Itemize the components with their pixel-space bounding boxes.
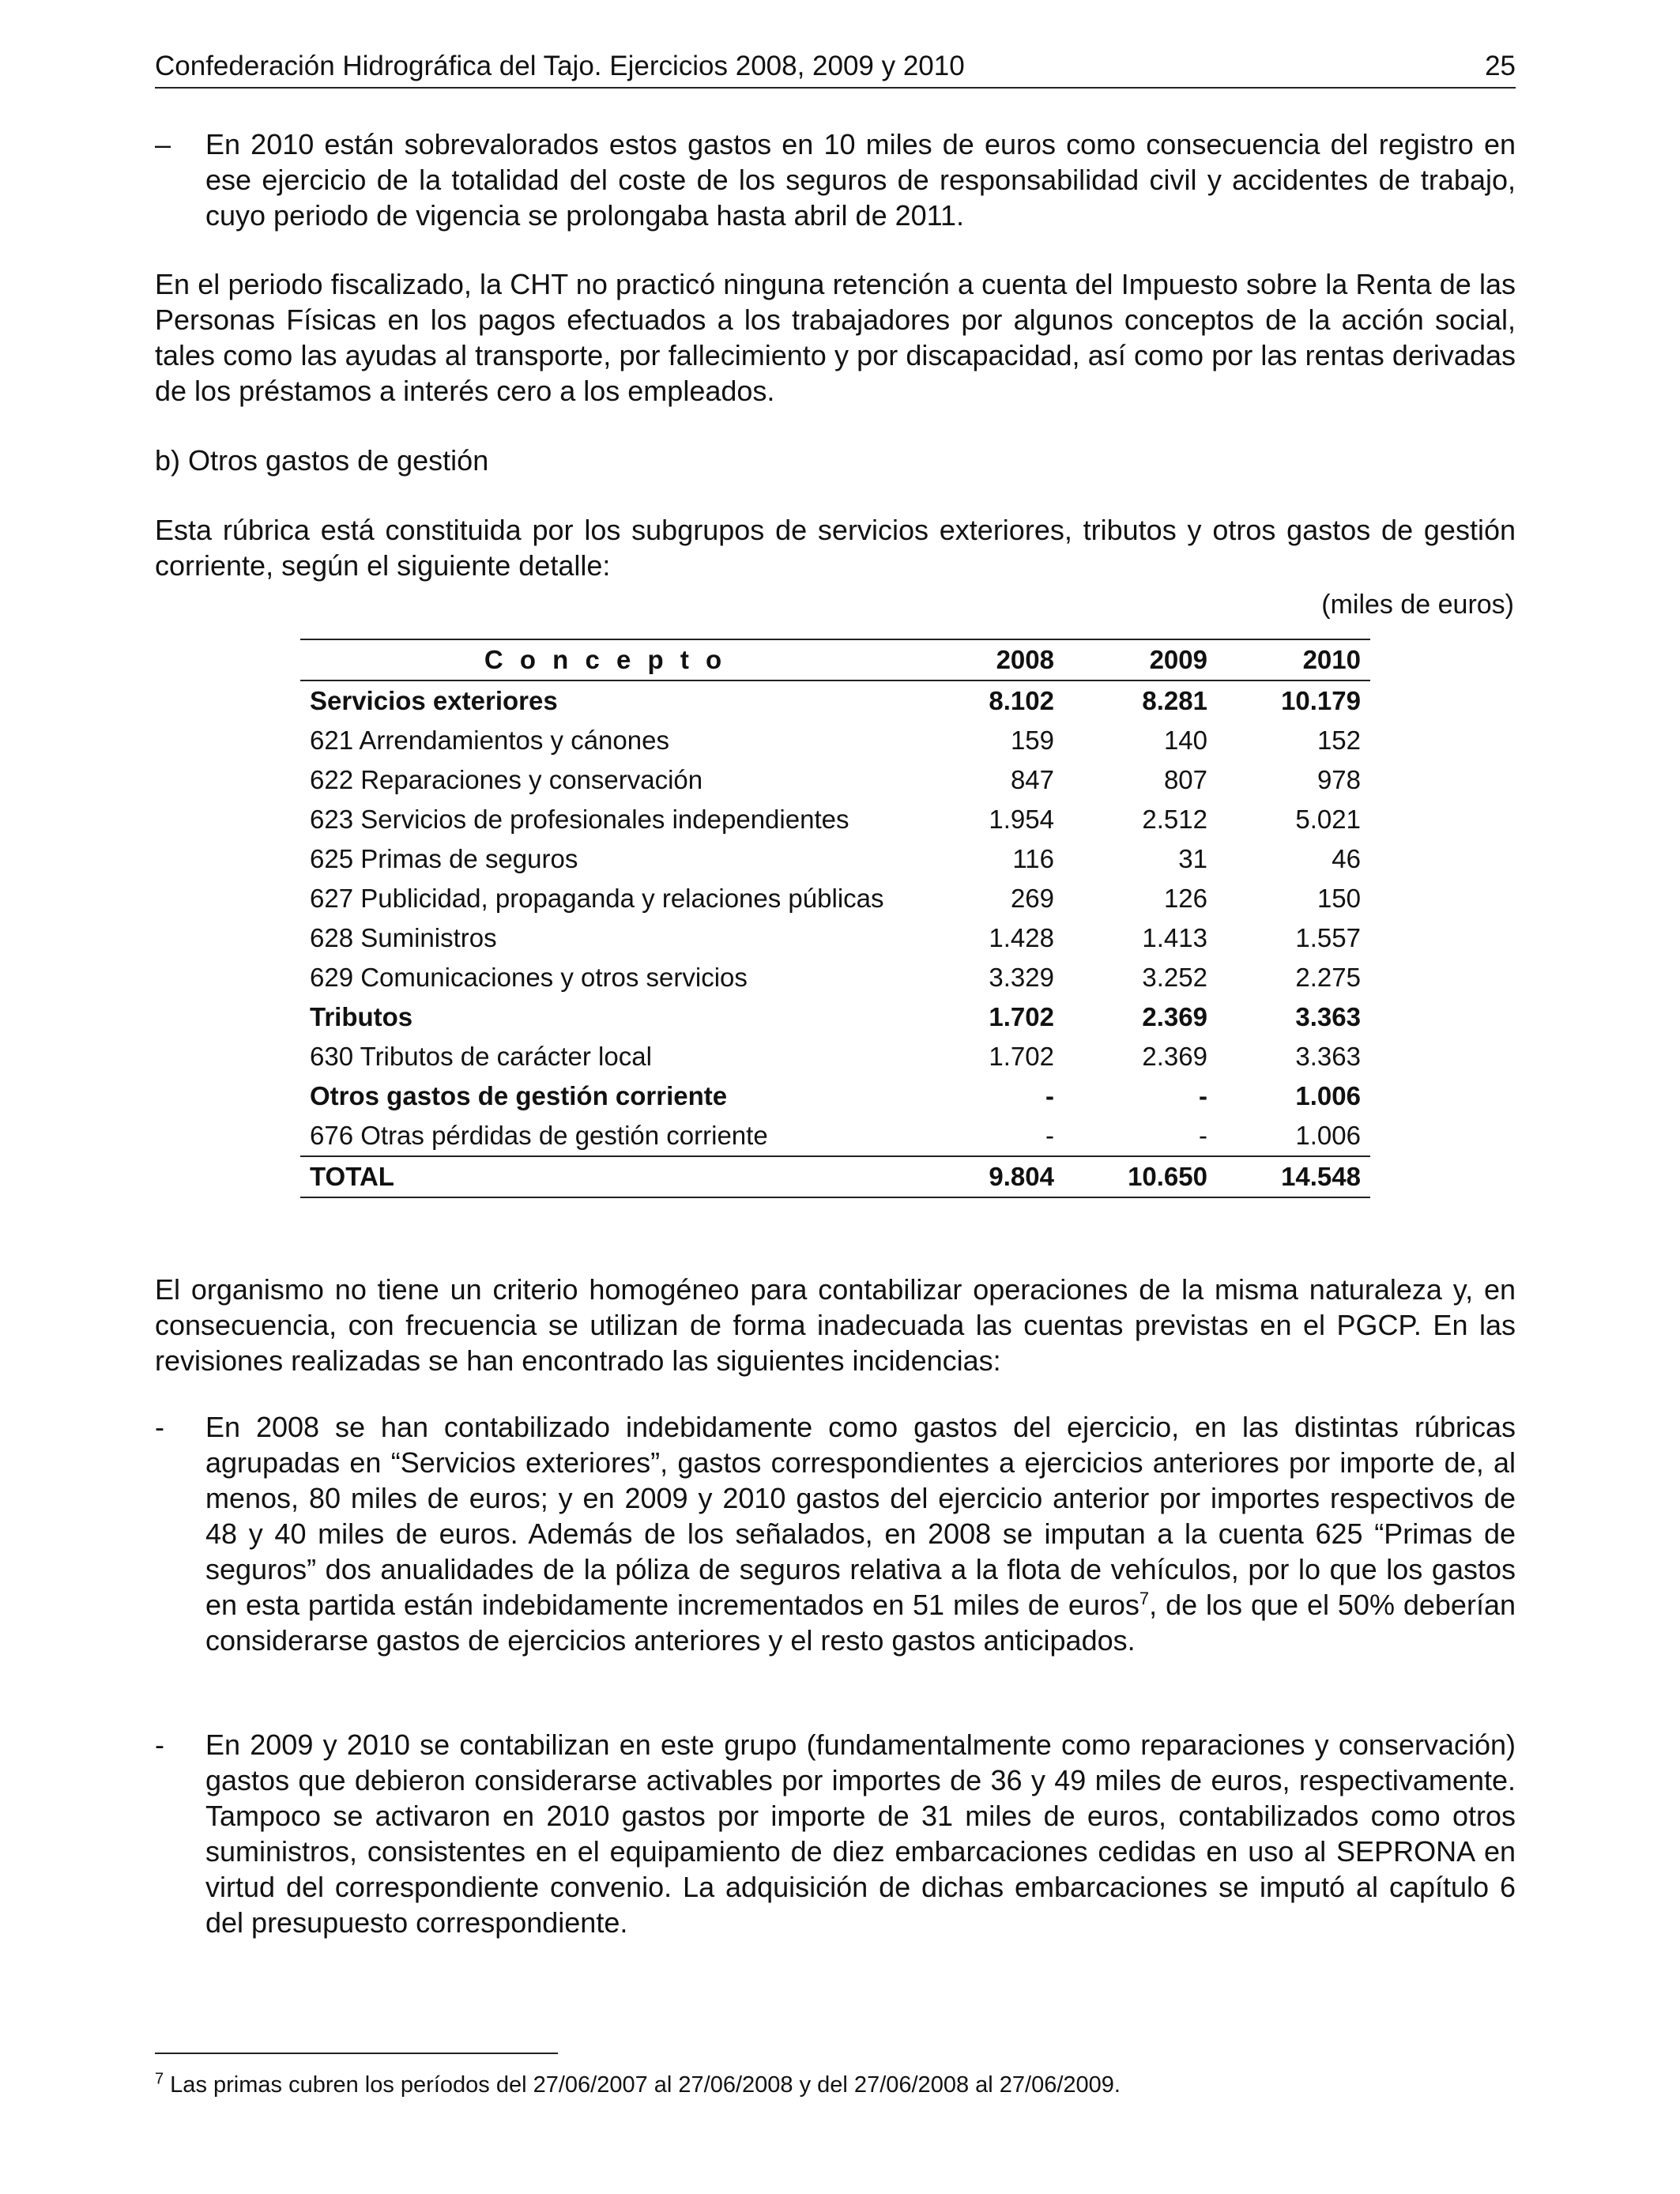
- cell-2009: 140: [1163, 726, 1207, 755]
- paragraph-rubrica: Esta rúbrica está constituida por los subgrupos de servicios exteriores, tributos y otros gastos de gestión corriente, según el siguiente detalle:: [155, 514, 1516, 582]
- row-label: 676 Otras pérdidas de gestión corriente: [310, 1121, 768, 1150]
- cell-2010: 2.275: [1295, 963, 1361, 992]
- row-label: 623 Servicios de profesionales independientes: [310, 805, 849, 834]
- row-label: 621 Arrendamientos y cánones: [310, 726, 669, 755]
- row-label: 627 Publicidad, propaganda y relaciones públicas: [310, 884, 884, 913]
- table-row: [300, 760, 1370, 800]
- cell-2008: -: [1045, 1081, 1054, 1110]
- table-row: [300, 879, 1370, 918]
- header-2009: 2009: [1064, 639, 1217, 680]
- bullet-2009-text: En 2009 y 2010 se contabilizan en este grupo (fundamentalmente como reparaciones y conservación) gastos que debieron considerarse activables por importes de 36 y 49 miles de euros, respectivamente. Tampoco se activaron en 2010 gastos por importe de 31 miles de euros, contabilizados como otros suministros, consistentes en el equipamiento de diez embarcaciones cedidas en uso al SEPRONA en virtud del correspondiente convenio. La adquisición de dichas embarcaciones se imputó al capítulo 6 del presupuesto correspondiente.: [205, 1728, 1516, 1939]
- header-2008: 2008: [910, 639, 1064, 680]
- cell-2008: 9.804: [910, 1156, 1064, 1197]
- cell-2009: -: [1199, 1121, 1207, 1150]
- table-row: [300, 1116, 1370, 1156]
- cell-2008: 159: [1010, 726, 1054, 755]
- header-title: Confederación Hidrográfica del Tajo. Ejercicios 2008, 2009 y 2010: [155, 51, 965, 81]
- cell-2010: 5.021: [1295, 805, 1361, 834]
- footnote-text: Las primas cubren los períodos del 27/06/2007 al 27/06/2008 y del 27/06/2008 al 27/06/2009.: [164, 2072, 1121, 2098]
- cell-2009: 8.281: [1142, 686, 1207, 715]
- bullet-2008-text: [205, 1409, 1516, 1658]
- table-header-row: [300, 639, 1370, 680]
- cell-2009: 2.512: [1142, 805, 1207, 834]
- table-row: [300, 997, 1370, 1037]
- cell-2008: 1.702: [989, 1002, 1054, 1031]
- cell-2008: -: [1045, 1121, 1054, 1150]
- table-row: [300, 839, 1370, 879]
- cell-2008: 269: [1010, 884, 1054, 913]
- table-row: [300, 1076, 1370, 1116]
- header-concepto: C o n c e p t o: [300, 639, 910, 680]
- cell-2010: 978: [1317, 765, 1361, 794]
- table-row: [300, 918, 1370, 958]
- cell-2008: 3.329: [989, 963, 1054, 992]
- row-label: 622 Reparaciones y conservación: [310, 765, 703, 794]
- footnote: [155, 2069, 1516, 2101]
- cell-2008: 1.702: [989, 1042, 1054, 1071]
- table-row: [300, 958, 1370, 997]
- cell-2010: 46: [1332, 844, 1361, 873]
- footnote-divider: [155, 2053, 558, 2054]
- cell-2008: 1.954: [989, 805, 1054, 834]
- table-row: [300, 721, 1370, 760]
- running-header: [155, 46, 1516, 89]
- expenses-table: [300, 639, 1370, 1198]
- cell-2010: 14.548: [1217, 1156, 1370, 1197]
- paragraph-criterio: El organismo no tiene un criterio homogéneo para contabilizar operaciones de la misma naturaleza y, en consecuencia, con frecuencia se utilizan de forma inadecuada las cuentas previstas en el PGCP. En las revisiones realizadas se han encontrado las siguientes incidencias:: [155, 1273, 1516, 1377]
- cell-2010: 150: [1317, 884, 1361, 913]
- table-row: [300, 680, 1370, 721]
- cell-2009: -: [1199, 1081, 1207, 1110]
- cell-2009: 126: [1163, 884, 1207, 913]
- row-label: Otros gastos de gestión corriente: [310, 1081, 728, 1110]
- cell-2010: 10.179: [1281, 686, 1361, 715]
- row-label: 629 Comunicaciones y otros servicios: [310, 963, 748, 992]
- row-label: TOTAL: [300, 1156, 910, 1197]
- table-row: [300, 1037, 1370, 1076]
- paragraph-irpf: En el periodo fiscalizado, la CHT no practicó ninguna retención a cuenta del Impuesto sobre la Renta de las Personas Físicas en los pagos efectuados a los trabajadores por algunos conceptos de la acción social, tales como las ayudas al transporte, por fallecimiento y por discapacidad, así como por las rentas derivadas de los préstamos a interés cero a los empleados.: [155, 268, 1516, 407]
- bullet-marker: -: [155, 1411, 164, 1443]
- row-label: 628 Suministros: [310, 923, 497, 952]
- row-label: Tributos: [310, 1002, 413, 1031]
- cell-2010: 1.006: [1295, 1121, 1361, 1150]
- bullet-2008-text-before: En 2008 se han contabilizado indebidamente como gastos del ejercicio, en las distintas rúbricas agrupadas en “Servicios exteriores”, gastos correspondientes a ejercicios anteriores por importe de, al menos, 80 miles de euros; y en 2009 y 2010 gastos del ejercicio anterior por importes respectivos de 48 y 40 miles de euros. Además de los señalados, en 2008 se imputan a la cuenta 625 “Primas de seguros” dos anualidades de la póliza de seguros relativa a la flota de vehículos, por lo que los gastos en esta partida están indebidamente incrementados en 51 miles de euros: [205, 1411, 1516, 1621]
- cell-2009: 2.369: [1142, 1002, 1207, 1031]
- footnote-number: 7: [155, 2070, 164, 2088]
- cell-2009: 3.252: [1142, 963, 1207, 992]
- intro-bullet-text: En 2010 están sobrevalorados estos gastos en 10 miles de euros como consecuencia del registro en ese ejercicio de la totalidad del coste de los seguros de responsabilidad civil y accidentes de trabajo, cuyo periodo de vigencia se prolongaba hasta abril de 2011.: [205, 128, 1516, 232]
- section-heading: b) Otros gastos de gestión: [155, 444, 489, 477]
- row-label: 630 Tributos de carácter local: [310, 1042, 652, 1071]
- cell-2010: 1.557: [1295, 923, 1361, 952]
- cell-2010: 152: [1317, 726, 1361, 755]
- footnote-ref[interactable]: 7: [1139, 1589, 1150, 1608]
- cell-2009: 31: [1178, 844, 1207, 873]
- bullet-marker: -: [155, 1728, 164, 1761]
- cell-2010: 3.363: [1295, 1002, 1361, 1031]
- cell-2010: 3.363: [1295, 1042, 1361, 1071]
- cell-2009: 807: [1163, 765, 1207, 794]
- cell-2008: 116: [1012, 844, 1054, 873]
- row-label: 625 Primas de seguros: [310, 844, 578, 873]
- cell-2009: 1.413: [1142, 923, 1207, 952]
- header-2010: 2010: [1217, 639, 1370, 680]
- cell-2008: 1.428: [989, 923, 1054, 952]
- table-row: [300, 800, 1370, 839]
- cell-2008: 847: [1010, 765, 1054, 794]
- table-total-row: [300, 1156, 1370, 1197]
- table-units: (miles de euros): [1321, 590, 1514, 620]
- cell-2009: 2.369: [1142, 1042, 1207, 1071]
- cell-2008: 8.102: [989, 686, 1054, 715]
- cell-2010: 1.006: [1295, 1081, 1361, 1110]
- bullet-2008-text-after: , de los que el 50% deberían considerarse gastos de ejercicios anteriores y el resto gastos anticipados.: [205, 1589, 1516, 1657]
- row-label: Servicios exteriores: [310, 686, 558, 715]
- cell-2009: 10.650: [1064, 1156, 1217, 1197]
- page-number: 25: [1485, 51, 1516, 81]
- bullet-marker: –: [155, 128, 171, 160]
